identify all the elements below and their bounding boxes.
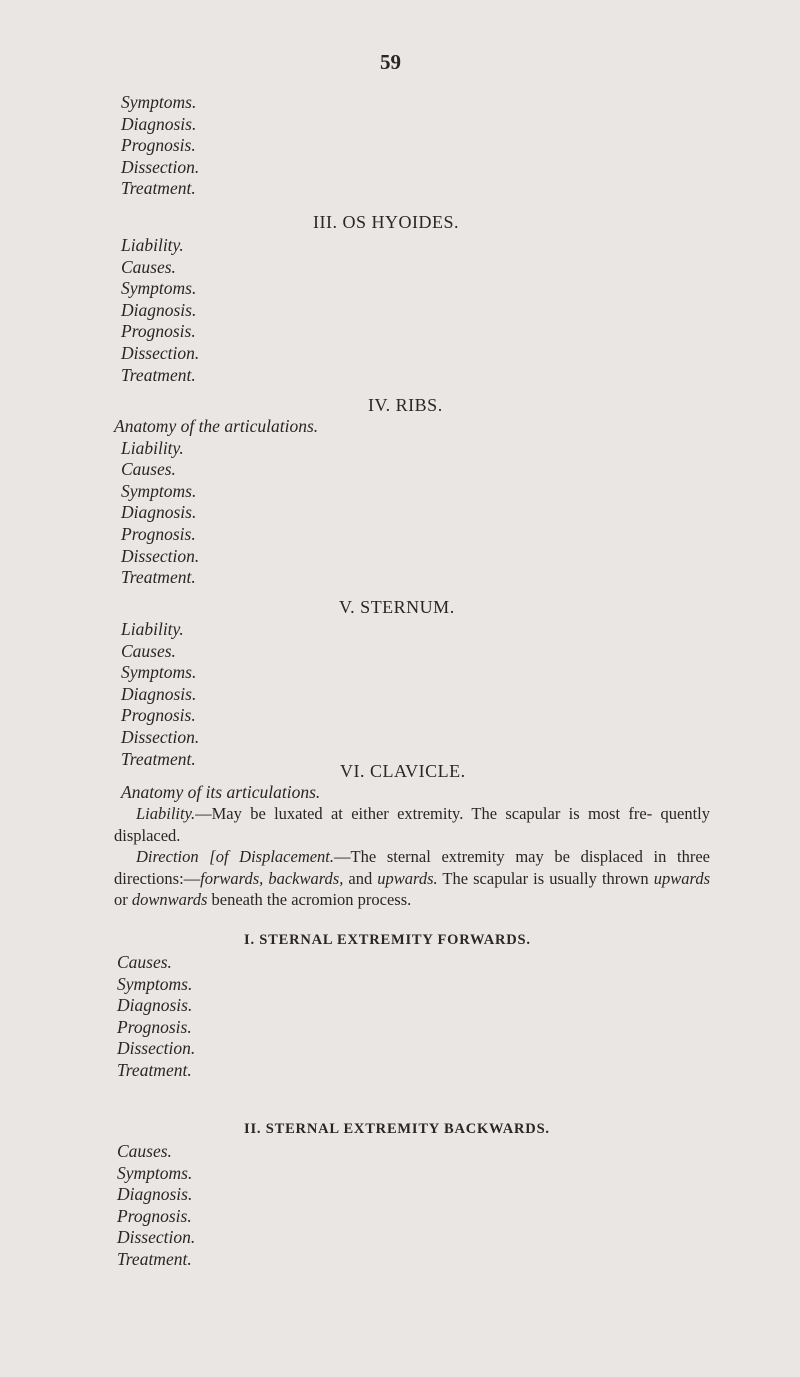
list-item: Prognosis. [121,135,196,156]
list-item: Prognosis. [121,523,196,544]
list-item: Treatment. [121,748,196,769]
section-heading-os-hyoides: III. OS HYOIDES. [313,212,459,232]
topic-list-3 [114,416,318,589]
list-item: Treatment. [121,178,196,199]
list-item: Liability. [121,437,184,458]
list-item: Dissection. [121,545,200,566]
list-item: Symptoms. [121,662,197,683]
list-item: Dissection. [121,156,200,177]
list-item: Prognosis. [121,705,196,726]
list-item: Dissection. [117,1227,196,1248]
list-item: Diagnosis. [121,299,197,320]
list-item: Liability. [121,235,184,255]
list-item: Causes. [121,459,176,480]
direction-label: Direction [of Displacement. [136,847,335,866]
section-heading-clavicle: VI. CLAVICLE. [340,761,466,781]
section-heading-ribs: IV. RIBS. [368,395,443,415]
liability-paragraph: Liability.—May be luxated at either extremity. The scapular is most fre- quently displaced. [114,804,710,845]
list-item: Symptoms. [117,973,193,994]
topic-list-5 [117,952,195,1082]
page-number: 59 [380,50,401,74]
topic-list-1 [121,92,199,200]
subheading-sternal-backwards: II. STERNAL EXTREMITY BACKWARDS. [244,1121,550,1137]
list-item: Dissection. [117,1038,196,1059]
direction-paragraph: Direction [of Displacement.—The sternal extremity may be displaced in three directions:—forwards, backwards, and upwards. The scapular is usually thrown upwards or downwards beneath the acromion process. [114,847,711,910]
list-item: Diagnosis. [117,995,193,1016]
list-item: Causes. [121,640,176,661]
list-item: Symptoms. [117,1162,193,1183]
list-item: Treatment. [121,364,196,385]
list-item: Treatment. [117,1059,192,1080]
topic-list-4 [121,619,199,770]
list-item: Symptoms. [121,480,197,501]
list-item: Prognosis. [117,1205,192,1226]
list-item: Diagnosis. [121,683,197,704]
list-item: Treatment. [117,1248,192,1269]
section-heading-sternum: V. STERNUM. [339,597,455,617]
list-item: Prognosis. [121,321,196,342]
list-item: Diagnosis. [121,502,197,523]
list-item: Dissection. [121,726,200,747]
list-item: Causes. [117,1141,172,1161]
list-item: Treatment. [121,567,196,588]
list-item: Causes. [117,952,172,972]
topic-list-2 [121,235,199,386]
list-item: Anatomy of the articulations. [114,416,319,436]
list-item: Dissection. [121,342,200,363]
subheading-sternal-forwards: I. STERNAL EXTREMITY FORWARDS. [244,932,531,948]
anatomy-line: Anatomy of its articulations. [121,782,321,802]
list-item: Liability. [121,619,184,639]
list-item: Prognosis. [117,1016,192,1037]
list-item: Symptoms. [121,92,197,112]
list-item: Diagnosis. [121,113,197,134]
topic-list-6 [117,1141,195,1271]
list-item: Causes. [121,256,176,277]
list-item: Diagnosis. [117,1184,193,1205]
list-item: Symptoms. [121,278,197,299]
liability-label: Liability. [136,804,196,823]
